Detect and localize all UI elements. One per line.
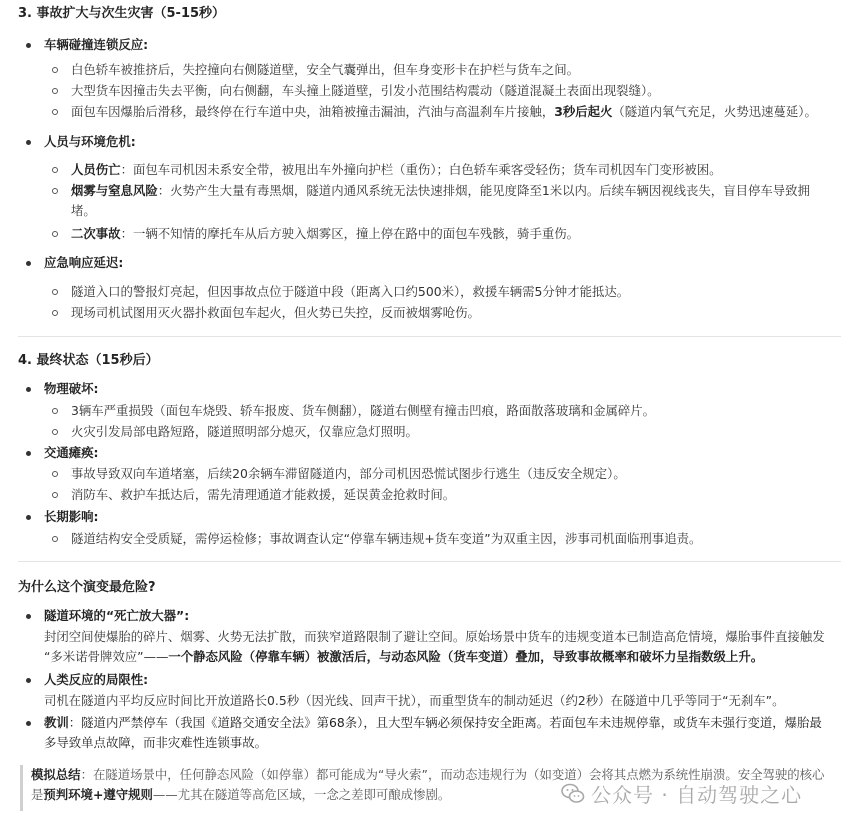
list-item: 火灾引发局部电路短路，隧道照明部分熄灭，仅靠应急灯照明。 <box>52 422 829 442</box>
bullet-collision-chain <box>26 35 829 55</box>
list-item: 事故导致双向车道堵塞，后续20余辆车滞留隧道内，部分司机因恐慌试图步行逃生（违反安全规定）。 <box>52 464 829 484</box>
bullet-dot <box>26 261 31 266</box>
bullet-label: 交通瘫痪: <box>44 445 99 460</box>
bullet-dot <box>26 43 31 48</box>
list-item: 白色轿车被推挤后，失控撞向右侧隧道壁，安全气囊弹出，但车身变形卡在护栏与货车之间。 <box>52 60 829 80</box>
summary-quote: 模拟总结：在隧道场景中，任何静态风险（如停靠）都可能成为“导火索”，而动态违规行为（如变道）会将其点燃为系统性崩溃。安全驾驶的核心 是预判环境+遵守规则——尤其在隧道等高危区域，一念之差即可酿成惨剧。 <box>20 765 839 811</box>
bullet-label: 应急响应延迟: <box>44 255 124 270</box>
emphasis: 一个静态风险（停靠车辆）被激活后，与动态风险（货车变道）叠加，导致事故概率和破坏力呈指数级上升。 <box>168 649 764 664</box>
summary-label: 模拟总结 <box>31 767 81 782</box>
divider <box>18 336 841 337</box>
list-item: 3辆车严重损毁（面包车烧毁、轿车报废、货车侧翻），隧道右侧壁有撞击凹痕，路面散落玻璃和金属碎片。 <box>52 401 829 421</box>
bullet-dot <box>26 678 31 683</box>
list-item: 二次事故：一辆不知情的摩托车从后方驶入烟雾区，撞上停在路中的面包车残骸，骑手重伤。 <box>52 224 829 244</box>
bullet-physical-damage <box>26 379 829 399</box>
bullet-label: 物理破坏: <box>44 381 99 396</box>
sub-bullet <box>52 109 58 115</box>
sub-bullet <box>52 429 58 435</box>
bullet-dot <box>26 140 31 145</box>
why-heading: 为什么这个演变最危险? <box>18 580 156 595</box>
sub-bullet <box>52 67 58 73</box>
sub-bullet <box>52 167 58 173</box>
watermark-text: 公众号 · 自动驾驶之心 <box>591 783 803 807</box>
list-item: 消防车、救护车抵达后，需先清理通道才能救援，延误黄金抢救时间。 <box>52 485 829 505</box>
sub-bullet <box>52 492 58 498</box>
list-item: 隧道结构安全受质疑，需停运检修；事故调查认定“停靠车辆违规+货车变道”为双重主因，涉事司机面临刑事追责。 <box>52 529 829 549</box>
bullet-label: 隧道环境的“死亡放大器”: <box>44 608 190 623</box>
list-item: 人员伤亡：面包车司机因未系安全带，被甩出车外撞向护栏（重伤）；白色轿车乘客受轻伤；货车司机因车门变形被困。 <box>52 160 829 180</box>
sub-bullet <box>52 471 58 477</box>
bullet-human-limitations <box>26 670 829 690</box>
bullet-label: 教训 <box>44 715 69 730</box>
list-item: 烟雾与窒息风险：火势产生大量有毒黑烟，隧道内通风系统无法快速排烟，能见度降至1米以内。后续车辆因视线丧失，盲目停车导致拥 堵。 <box>52 181 829 221</box>
bullet-lesson: 教训：隧道内严禁停车（我国《道路交通安全法》第68条），且大型车辆必须保持安全距离。若面包车未违规停靠，或货车未强行变道，爆胎最 多导致单点故障，而非灾难性连锁事故。 <box>26 713 829 753</box>
bullet-dot <box>26 387 31 392</box>
bullet-death-amplifier <box>26 606 829 626</box>
bullet-traffic-paralysis <box>26 443 829 463</box>
sub-bullet <box>52 231 58 237</box>
list-item: 现场司机试图用灭火器扑救面包车起火，但火势已失控，反而被烟雾呛伤。 <box>52 303 829 323</box>
bullet-dot <box>26 614 31 619</box>
sub-bullet <box>52 88 58 94</box>
sub-bullet <box>52 188 58 194</box>
paragraph: 封闭空间使爆胎的碎片、烟雾、火势无法扩散，而狭窄道路限制了避让空间。原始场景中货车的违规变道本已制造高危情境，爆胎事件直接触发 “多米诺骨牌效应”——一个静态风险（停靠车辆）被激活后，与动态风险（货车变道）叠加，导致事故概率和破坏力呈指数级上升。 <box>44 629 825 664</box>
watermark <box>561 780 831 810</box>
bullet-label: 人类反应的局限性: <box>44 672 149 687</box>
list-item: 面包车因爆胎后滑移，最终停在行车道中央，油箱被撞击漏油，汽油与高温刹车片接触，3秒后起火（隧道内氧气充足，火势迅速蔓延）。 <box>52 102 829 122</box>
sub-bullet <box>52 536 58 542</box>
wechat-icon <box>561 783 585 805</box>
bullet-label: 人员与环境危机: <box>44 134 136 149</box>
section-3-heading: 3. 事故扩大与次生灾害（5-15秒） <box>18 6 226 21</box>
sub-bullet <box>52 408 58 414</box>
divider <box>18 561 841 562</box>
bullet-dot <box>26 451 31 456</box>
section-4-heading: 4. 最终状态（15秒后） <box>18 353 159 368</box>
bullet-label: 车辆碰撞连锁反应: <box>44 37 149 52</box>
list-item: 大型货车因撞击失去平衡，向右侧翻，车头撞上隧道壁，引发小范围结构震动（隧道混凝土表面出现裂缝）。 <box>52 81 829 101</box>
bullet-emergency-delay <box>26 253 829 273</box>
bullet-people-environment <box>26 132 829 152</box>
bullet-dot <box>26 721 31 726</box>
bullet-long-term-impact <box>26 507 829 527</box>
paragraph: 司机在隧道内平均反应时间比开放道路长0.5秒（因光线、回声干扰），而重型货车的制动延迟（约2秒）在隧道中几乎等同于“无刹车”。 <box>44 693 785 708</box>
emphasis: 预判环境+遵守规则 <box>43 787 153 802</box>
bullet-label: 长期影响: <box>44 509 99 524</box>
emphasis: 3秒后起火 <box>554 104 613 119</box>
sub-bullet <box>52 289 58 295</box>
list-item: 隧道入口的警报灯亮起，但因事故点位于隧道中段（距离入口约500米），救援车辆需5分钟才能抵达。 <box>52 282 829 302</box>
sub-bullet <box>52 310 58 316</box>
bullet-dot <box>26 515 31 520</box>
